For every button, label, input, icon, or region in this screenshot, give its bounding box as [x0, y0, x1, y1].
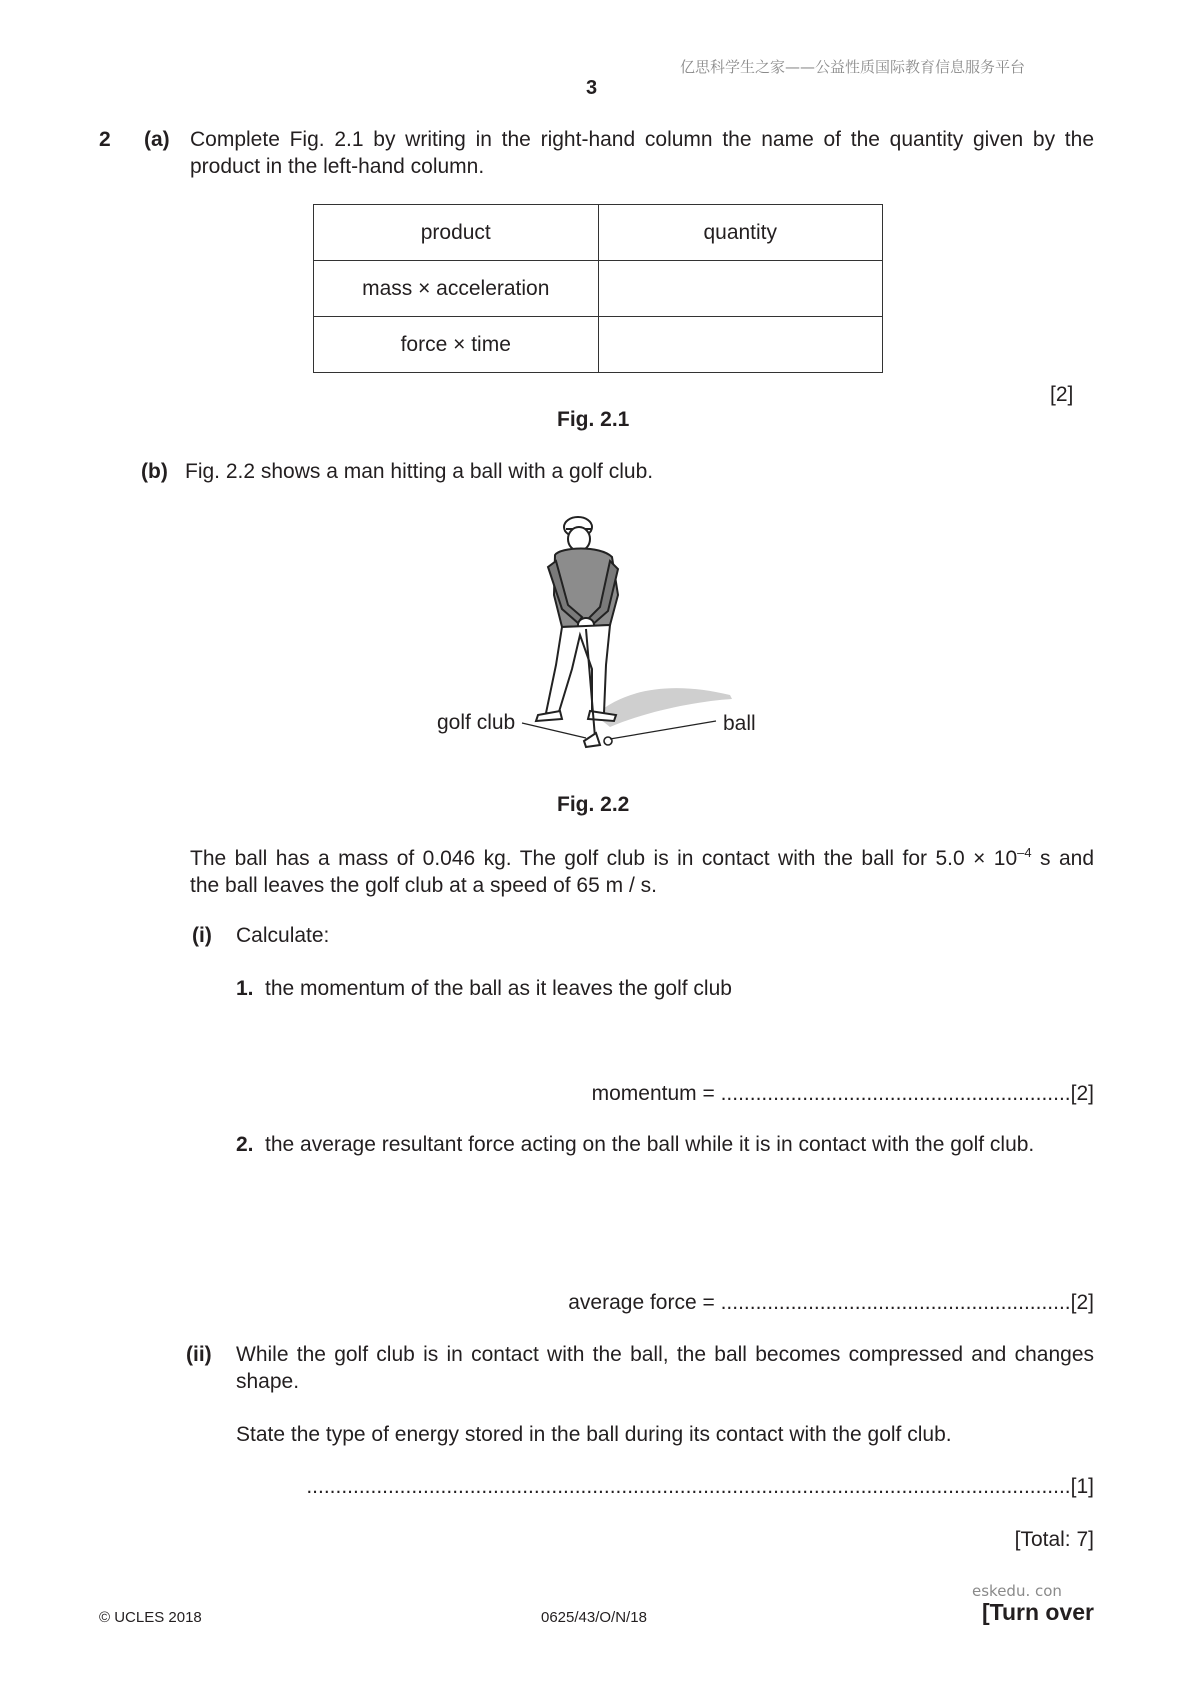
- turn-over: [Turn over: [981, 1599, 1094, 1625]
- sub-i-text: Calculate:: [236, 924, 330, 947]
- context-text: The ball has a mass of 0.046 kg. The golf club is in contact with the ball for 5.0 × 10: [190, 847, 1018, 870]
- part-b-intro: Fig. 2.2 shows a man hitting a ball with a golf club.: [185, 460, 654, 483]
- table-row: [314, 317, 883, 373]
- fig-2-1-caption: Fig. 2.1: [557, 408, 630, 431]
- golf-club-leader-line: [522, 723, 586, 738]
- golfer-legs: [546, 625, 610, 715]
- page-number: 3: [586, 77, 598, 99]
- sub-ii-question: State the type of energy stored in the ball during its contact with the golf club.: [236, 1423, 952, 1446]
- sub-ii-text-line2: shape.: [236, 1370, 300, 1393]
- part-b-label: (b): [141, 460, 168, 483]
- average-force-answer-line[interactable]: average force = ............................................................[2]: [568, 1291, 1094, 1314]
- golfer-left-shoe: [536, 711, 562, 721]
- momentum-answer-line[interactable]: momentum = ............................................................[2]: [591, 1082, 1094, 1105]
- part-a-marks: [2]: [1050, 383, 1074, 406]
- sub-ii-text-line1: While the golf club is in contact with the ball, the ball becomes compressed and changes: [236, 1343, 1094, 1366]
- ball-leader-line: [610, 721, 716, 739]
- item1-number: 1.: [236, 977, 254, 1000]
- context-exponent: –4: [1017, 845, 1032, 860]
- table-header-row: [314, 205, 883, 261]
- fig-label-ball: ball: [723, 712, 756, 735]
- part-a-text-line1: Complete Fig. 2.1 by writing in the right-hand column the name of the quantity given by the: [190, 128, 1094, 151]
- golf-ball: [604, 737, 612, 745]
- item2-text: the average resultant force acting on the ball while it is in contact with the golf club.: [265, 1133, 1035, 1156]
- golfer-illustration: [500, 505, 750, 765]
- item2-number: 2.: [236, 1133, 254, 1156]
- table-cell-answer[interactable]: [598, 317, 883, 373]
- table-header-quantity: quantity: [598, 205, 883, 261]
- table-cell-product: force × time: [314, 317, 599, 373]
- table-header-product: product: [314, 205, 599, 261]
- sub-i-label: (i): [192, 924, 212, 947]
- table-row: [314, 261, 883, 317]
- energy-answer-line[interactable]: ...................................................................................................................................[1]: [306, 1475, 1094, 1498]
- golfer-head: [568, 527, 590, 551]
- table-cell-answer[interactable]: [598, 261, 883, 317]
- footer-code: 0625/43/O/N/18: [541, 1609, 647, 1626]
- fig-2-1-table: [313, 204, 883, 373]
- part-b-context-line2: the ball leaves the golf club at a speed of 65 m / s.: [190, 874, 657, 897]
- watermark-header: 亿思科学生之家——公益性质国际教育信息服务平台: [680, 58, 1026, 76]
- item1-text: the momentum of the ball as it leaves the golf club: [265, 977, 732, 1000]
- total-marks: [Total: 7]: [1014, 1528, 1094, 1551]
- watermark-footer: eskedu. con: [972, 1582, 1062, 1600]
- part-a-label: (a): [144, 128, 170, 151]
- part-b-context-line1: [190, 845, 1094, 872]
- context-text-end: s and: [1031, 847, 1094, 870]
- question-number: 2: [99, 128, 111, 151]
- fig-label-golf-club: golf club: [437, 711, 516, 734]
- fig-2-2-caption: Fig. 2.2: [557, 793, 630, 816]
- footer-copyright: © UCLES 2018: [99, 1609, 202, 1626]
- part-a-text-line2: product in the left-hand column.: [190, 155, 485, 178]
- table-cell-product: mass × acceleration: [314, 261, 599, 317]
- sub-ii-label: (ii): [186, 1343, 212, 1366]
- club-head: [584, 733, 600, 747]
